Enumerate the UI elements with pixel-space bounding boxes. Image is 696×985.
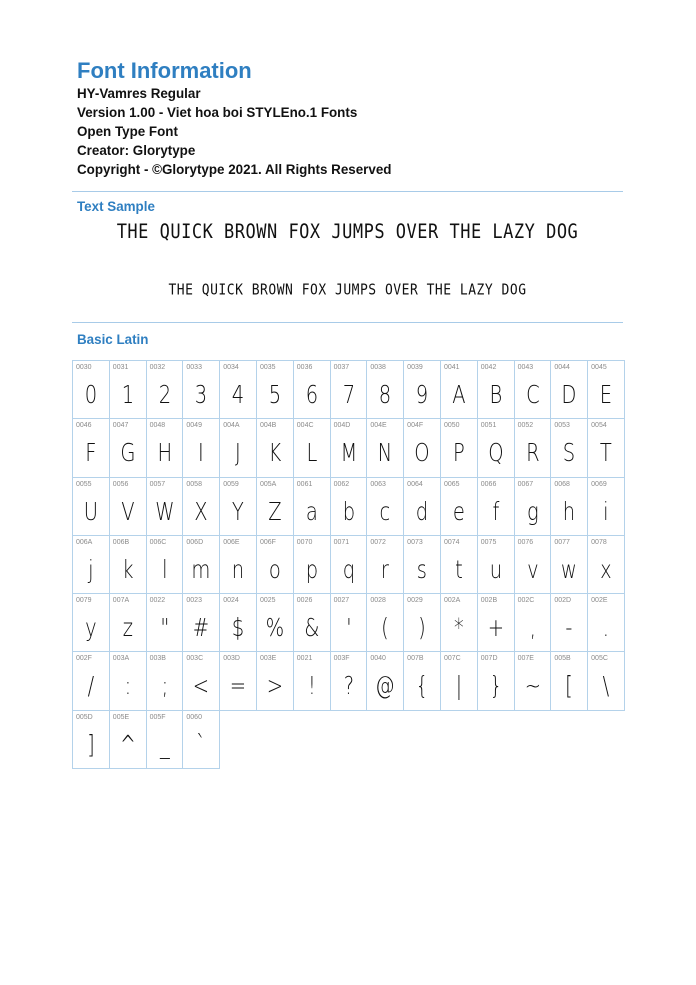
glyph-code: 005A — [259, 480, 277, 488]
glyph-char: ~ — [524, 671, 541, 701]
glyph-char: h — [563, 496, 576, 526]
glyph-char: u — [489, 554, 502, 584]
glyph-cell — [182, 593, 220, 652]
glyph-code: 0057 — [149, 480, 166, 488]
glyph-cell — [514, 535, 552, 594]
glyph-char: z — [122, 613, 133, 643]
font-name: HY-Vamres Regular — [77, 86, 201, 101]
glyph-cell — [403, 593, 441, 652]
glyph-code: 0024 — [223, 597, 239, 605]
glyph-char: Y — [232, 496, 245, 526]
glyph-cell — [366, 593, 404, 652]
glyph-cell — [146, 477, 184, 536]
glyph-cell — [72, 535, 110, 594]
glyph-cell — [366, 535, 404, 594]
glyph-code: 0061 — [296, 480, 313, 488]
glyph-code: 0055 — [76, 480, 92, 488]
glyph-code: 006A — [76, 538, 93, 546]
glyph-code: 003B — [149, 655, 166, 663]
glyph-char: _ — [159, 729, 170, 759]
glyph-char: D — [561, 380, 577, 409]
glyph-code: 006E — [223, 538, 240, 546]
glyph-cell — [440, 477, 478, 536]
glyph-cell — [256, 535, 294, 594]
glyph-code: 0068 — [554, 480, 570, 488]
glyph-cell — [109, 651, 147, 710]
glyph-char: < — [193, 671, 210, 701]
glyph-char: k — [122, 554, 134, 584]
glyph-cell — [109, 710, 147, 769]
glyph-code: 0053 — [554, 422, 570, 430]
glyph-char: - — [565, 613, 573, 643]
glyph-cell — [219, 418, 257, 477]
glyph-char: % — [265, 613, 285, 643]
glyph-cell — [72, 710, 110, 769]
glyph-cell — [72, 477, 110, 536]
glyph-char: > — [266, 671, 284, 701]
glyph-code: 0079 — [76, 597, 92, 605]
glyph-cell — [330, 418, 368, 477]
glyph-cell — [477, 535, 515, 594]
glyph-char: ( — [381, 613, 390, 643]
glyph-char: v — [526, 554, 539, 584]
glyph-cell — [219, 477, 257, 536]
glyph-char: 2 — [158, 380, 171, 409]
glyph-cell — [550, 360, 588, 419]
glyph-code: 0060 — [186, 713, 202, 721]
glyph-char: 7 — [342, 380, 355, 409]
glyph-char: d — [415, 496, 429, 526]
glyph-code: 0072 — [370, 538, 386, 546]
glyph-code: 0034 — [223, 364, 239, 371]
glyph-code: 002C — [517, 597, 535, 605]
glyph-code: 0073 — [407, 538, 423, 546]
glyph-code: 0054 — [591, 422, 607, 430]
glyph-char: # — [193, 613, 210, 643]
glyph-code: 004E — [370, 422, 387, 430]
glyph-code: 002E — [591, 597, 608, 605]
glyph-code: 0036 — [296, 364, 313, 371]
page-title: Font Information — [77, 58, 252, 83]
glyph-char: ; — [161, 671, 168, 701]
glyph-code: 0044 — [554, 364, 570, 371]
glyph-char: s — [416, 554, 428, 584]
glyph-code: 0075 — [480, 538, 497, 546]
glyph-char: ) — [418, 613, 426, 643]
glyph-char: p — [305, 554, 318, 584]
glyph-char: * — [453, 613, 464, 643]
glyph-cell — [403, 418, 441, 477]
glyph-cell — [403, 360, 441, 419]
glyph-cell — [440, 418, 478, 477]
glyph-code: 0048 — [149, 422, 166, 430]
glyph-cell — [403, 477, 441, 536]
glyph-char: V — [121, 496, 135, 526]
glyph-char: { — [415, 671, 429, 701]
glyph-cell — [182, 710, 220, 769]
glyph-cell — [219, 651, 257, 710]
glyph-code: 0066 — [480, 480, 497, 488]
glyph-char: " — [160, 613, 169, 643]
glyph-char: b — [342, 496, 355, 526]
glyph-code: 0046 — [76, 422, 92, 430]
glyph-cell — [330, 477, 368, 536]
text-sample-heading: Text Sample — [77, 199, 155, 214]
glyph-code: 0033 — [186, 364, 202, 371]
glyph-cell — [256, 593, 294, 652]
glyph-cell — [366, 477, 404, 536]
glyph-code: 0069 — [591, 480, 607, 488]
glyph-code: 0025 — [259, 597, 276, 605]
glyph-cell — [109, 360, 147, 419]
glyph-code: 0021 — [296, 655, 313, 663]
glyph-cell — [293, 418, 331, 477]
glyph-cell — [146, 418, 184, 477]
glyph-cell — [587, 535, 625, 594]
glyph-code: 0040 — [370, 655, 386, 663]
glyph-char: . — [602, 613, 610, 643]
glyph-cell — [109, 593, 147, 652]
glyph-code: 0078 — [591, 538, 607, 546]
glyph-char: M — [340, 438, 357, 468]
glyph-code: 0065 — [443, 480, 460, 488]
glyph-char: & — [304, 613, 320, 643]
glyph-code: 002D — [554, 597, 572, 605]
glyph-char: a — [305, 496, 318, 526]
glyph-cell — [72, 418, 110, 477]
glyph-char: K — [268, 438, 282, 468]
glyph-code: 0049 — [186, 422, 202, 430]
glyph-code: 0022 — [149, 597, 166, 605]
glyph-code: 007A — [112, 597, 130, 605]
glyph-code: 005E — [112, 713, 130, 721]
glyph-char: ' — [345, 613, 352, 643]
glyph-cell — [587, 418, 625, 477]
glyph-char: R — [525, 438, 540, 468]
glyph-code: 007D — [480, 655, 498, 663]
glyph-cell — [293, 477, 331, 536]
glyph-char: P — [452, 438, 465, 468]
glyph-char: I — [198, 438, 205, 468]
basic-latin-heading: Basic Latin — [77, 332, 149, 347]
glyph-cell — [587, 477, 625, 536]
glyph-char: 3 — [195, 380, 208, 409]
glyph-cell — [146, 651, 184, 710]
glyph-cell — [256, 651, 294, 710]
glyph-cell — [330, 535, 368, 594]
glyph-code: 006F — [259, 538, 276, 546]
glyph-cell — [514, 651, 552, 710]
glyph-char: E — [599, 380, 613, 409]
glyph-cell — [109, 477, 147, 536]
glyph-char: \ — [602, 671, 610, 701]
glyph-cell — [182, 651, 220, 710]
glyph-cell — [256, 477, 294, 536]
glyph-cell — [514, 360, 552, 419]
glyph-cell — [514, 593, 552, 652]
glyph-char: ] — [87, 729, 95, 759]
glyph-char: ` — [196, 729, 207, 759]
glyph-char: l — [161, 554, 168, 584]
glyph-cell — [403, 535, 441, 594]
glyph-cell — [219, 535, 257, 594]
glyph-code: 0062 — [333, 480, 350, 488]
glyph-char: } — [489, 671, 502, 701]
glyph-code: 005B — [554, 655, 571, 663]
glyph-char: 1 — [121, 380, 134, 409]
glyph-char: 8 — [379, 380, 392, 409]
glyph-cell — [587, 651, 625, 710]
font-copyright: Copyright - ©Glorytype 2021. All Rights Reserved — [77, 162, 392, 177]
glyph-char: S — [563, 438, 576, 468]
glyph-char: + — [487, 613, 504, 643]
text-sample-large: THE QUICK BROWN FOX JUMPS OVER THE LAZY DOG — [116, 220, 579, 244]
glyph-code: 0037 — [333, 364, 350, 371]
glyph-char: 9 — [415, 380, 429, 409]
glyph-code: 0074 — [443, 538, 460, 546]
glyph-code: 0029 — [407, 597, 423, 605]
glyph-code: 0063 — [370, 480, 386, 488]
glyph-code: 002B — [480, 597, 498, 605]
glyph-code: 006B — [112, 538, 130, 546]
glyph-char: 4 — [231, 380, 245, 409]
glyph-char: w — [561, 554, 578, 584]
font-version: Version 1.00 - Viet hoa boi STYLEno.1 Fonts — [77, 105, 358, 120]
glyph-char: B — [489, 380, 503, 409]
glyph-code: 0059 — [223, 480, 239, 488]
glyph-code: 003C — [186, 655, 204, 663]
glyph-cell — [293, 593, 331, 652]
glyph-char: q — [342, 554, 355, 584]
glyph-code: 004B — [259, 422, 277, 430]
glyph-char: t — [455, 554, 463, 584]
glyph-cell — [550, 418, 588, 477]
glyph-code: 0028 — [370, 597, 386, 605]
glyph-code: 0058 — [186, 480, 202, 488]
glyph-cell — [146, 535, 184, 594]
glyph-code: 0052 — [517, 422, 534, 430]
glyph-code: 006D — [186, 538, 204, 546]
glyph-char: f — [492, 496, 500, 526]
glyph-char: n — [231, 554, 245, 584]
glyph-cell — [72, 360, 110, 419]
glyph-cell — [440, 360, 478, 419]
glyph-cell — [477, 418, 515, 477]
glyph-char: j — [88, 554, 94, 584]
glyph-code: 0030 — [76, 364, 92, 371]
glyph-code: 0038 — [370, 364, 386, 371]
glyph-cell — [330, 651, 368, 710]
glyph-cell — [330, 360, 368, 419]
glyph-char: ! — [307, 671, 316, 701]
glyph-cell — [587, 593, 625, 652]
glyph-char: L — [306, 438, 318, 468]
glyph-code: 0070 — [296, 538, 313, 546]
glyph-cell — [587, 360, 625, 419]
divider — [72, 191, 623, 192]
glyph-code: 002A — [443, 597, 461, 605]
glyph-code: 0076 — [517, 538, 534, 546]
glyph-code: 0064 — [407, 480, 423, 488]
glyph-cell — [219, 360, 257, 419]
glyph-cell — [366, 418, 404, 477]
glyph-char: W — [154, 496, 175, 526]
glyph-code: 004C — [296, 422, 314, 430]
glyph-cell — [440, 535, 478, 594]
glyph-cell — [219, 593, 257, 652]
glyph-cell — [514, 418, 552, 477]
glyph-code: 006C — [149, 538, 167, 546]
glyph-grid — [72, 360, 624, 768]
glyph-code: 0045 — [591, 364, 607, 371]
glyph-cell — [550, 535, 588, 594]
glyph-cell — [182, 535, 220, 594]
glyph-cell — [550, 593, 588, 652]
glyph-cell — [366, 360, 404, 419]
glyph-char: i — [603, 496, 609, 526]
glyph-code: 0042 — [480, 364, 497, 371]
glyph-code: 0077 — [554, 538, 570, 546]
glyph-code: 0056 — [112, 480, 129, 488]
glyph-cell — [440, 651, 478, 710]
glyph-cell — [182, 477, 220, 536]
glyph-cell — [256, 360, 294, 419]
glyph-char: J — [235, 438, 241, 468]
glyph-cell — [256, 418, 294, 477]
glyph-cell — [109, 418, 147, 477]
glyph-char: 0 — [84, 380, 98, 409]
glyph-code: 004F — [407, 422, 424, 430]
glyph-code: 0027 — [333, 597, 350, 605]
glyph-code: 007C — [443, 655, 461, 663]
glyph-code: 005D — [76, 713, 93, 721]
glyph-char: : — [124, 671, 131, 701]
glyph-cell — [550, 477, 588, 536]
glyph-code: 0026 — [296, 597, 313, 605]
glyph-cell — [477, 360, 515, 419]
glyph-char: U — [83, 496, 99, 526]
glyph-code: 004A — [223, 422, 240, 430]
glyph-code: 0047 — [112, 422, 129, 430]
glyph-char: c — [379, 496, 391, 526]
glyph-char: G — [120, 438, 136, 468]
glyph-char: e — [452, 496, 465, 526]
glyph-cell — [477, 477, 515, 536]
glyph-char: C — [525, 380, 540, 409]
glyph-cell — [182, 360, 220, 419]
glyph-char: y — [85, 613, 97, 643]
glyph-code: 0035 — [259, 364, 276, 371]
glyph-code: 0071 — [333, 538, 350, 546]
glyph-code: 0050 — [443, 422, 460, 430]
glyph-char: ? — [343, 671, 354, 701]
glyph-code: 007E — [517, 655, 534, 663]
glyph-code: 0031 — [112, 364, 129, 371]
glyph-code: 003F — [333, 655, 350, 663]
glyph-char: 5 — [268, 380, 282, 409]
glyph-cell — [403, 651, 441, 710]
glyph-cell — [293, 535, 331, 594]
glyph-cell — [477, 651, 515, 710]
glyph-cell — [182, 418, 220, 477]
glyph-cell — [514, 477, 552, 536]
glyph-code: 004D — [333, 422, 351, 430]
glyph-code: 007B — [407, 655, 424, 663]
glyph-char: / — [87, 671, 95, 701]
glyph-char: @ — [375, 671, 396, 701]
glyph-char: A — [452, 380, 466, 409]
glyph-char: O — [414, 438, 430, 468]
glyph-code: 0023 — [186, 597, 202, 605]
glyph-cell — [293, 360, 331, 419]
glyph-char: X — [194, 496, 208, 526]
text-sample-small: THE QUICK BROWN FOX JUMPS OVER THE LAZY DOG — [168, 281, 527, 300]
glyph-code: 002F — [76, 655, 92, 663]
glyph-cell — [366, 651, 404, 710]
glyph-cell — [72, 593, 110, 652]
glyph-char: H — [157, 438, 172, 468]
glyph-char: g — [526, 496, 539, 526]
glyph-code: 0051 — [480, 422, 497, 430]
glyph-char: [ — [565, 671, 574, 701]
glyph-code: 003D — [223, 655, 240, 663]
glyph-cell — [146, 710, 184, 769]
glyph-code: 005F — [149, 713, 166, 721]
glyph-code: 0067 — [517, 480, 534, 488]
glyph-char: | — [455, 671, 463, 701]
glyph-code: 0043 — [517, 364, 534, 371]
glyph-cell — [72, 651, 110, 710]
glyph-cell — [330, 593, 368, 652]
glyph-char: T — [600, 438, 613, 468]
glyph-cell — [477, 593, 515, 652]
glyph-char: F — [85, 438, 97, 468]
glyph-cell — [293, 651, 331, 710]
glyph-code: 0041 — [443, 364, 460, 371]
font-creator: Creator: Glorytype — [77, 143, 196, 158]
glyph-char: $ — [231, 613, 245, 643]
glyph-char: 6 — [305, 380, 318, 409]
glyph-char: Z — [268, 496, 282, 526]
glyph-code: 0032 — [149, 364, 166, 371]
glyph-char: ^ — [119, 729, 136, 759]
glyph-code: 003A — [112, 655, 130, 663]
glyph-char: o — [268, 554, 281, 584]
glyph-code: 003E — [259, 655, 277, 663]
glyph-char: N — [377, 438, 393, 468]
glyph-cell — [146, 360, 184, 419]
glyph-char: , — [529, 613, 536, 643]
glyph-cell — [146, 593, 184, 652]
glyph-cell — [109, 535, 147, 594]
glyph-code: 0039 — [407, 364, 423, 371]
glyph-char: Q — [487, 438, 504, 468]
glyph-char: m — [191, 554, 211, 584]
glyph-code: 005C — [591, 655, 608, 663]
font-type: Open Type Font — [77, 124, 178, 139]
glyph-char: x — [600, 554, 612, 584]
glyph-cell — [440, 593, 478, 652]
divider — [72, 322, 623, 323]
glyph-char: = — [229, 671, 247, 701]
glyph-cell — [550, 651, 588, 710]
glyph-char: r — [381, 554, 390, 584]
